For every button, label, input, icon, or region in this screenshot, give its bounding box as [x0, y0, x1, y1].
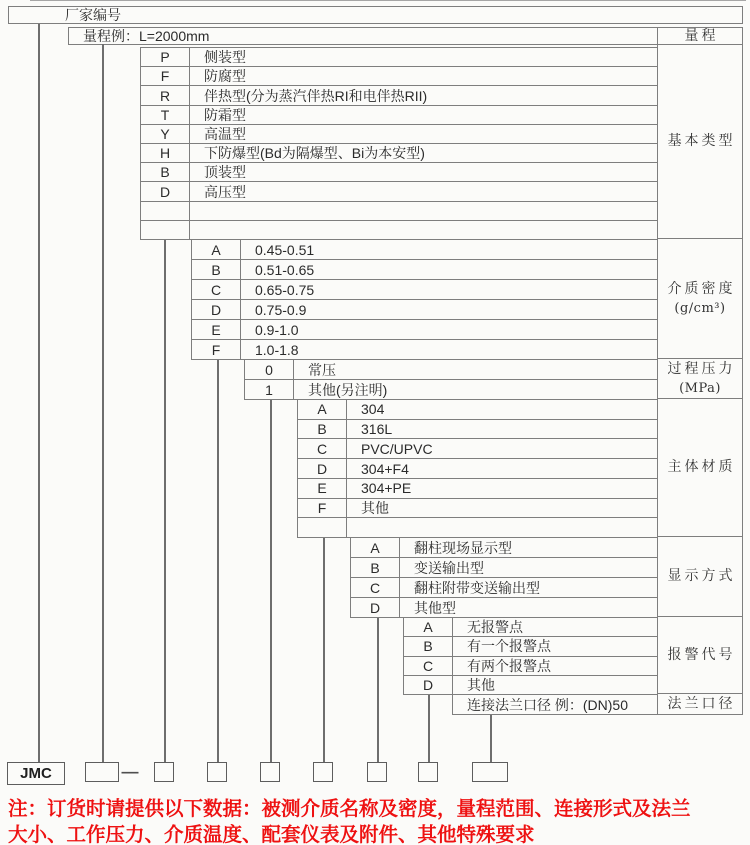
table-row: F 防腐型 — [141, 67, 657, 86]
table-row: D 0.75-0.9 — [192, 300, 657, 320]
order-note — [8, 796, 748, 845]
connector-line-alarm — [428, 695, 430, 762]
manufacturer-code-row — [8, 6, 743, 24]
table-row: F 1.0-1.8 — [192, 340, 657, 359]
table-row: F 其他 — [298, 499, 657, 519]
category-label-display: 显示方式 — [658, 537, 742, 617]
table-row: D 其他 — [404, 676, 657, 694]
connector-line-range — [102, 44, 104, 762]
manufacturer-code-label: 厂家编号 — [65, 7, 121, 23]
category-label-material: 主体材质 — [658, 399, 742, 537]
code-box-flange — [472, 762, 508, 782]
empty-row — [141, 202, 657, 221]
table-row: C 0.65-0.75 — [192, 280, 657, 300]
table-row: T 防霜型 — [141, 106, 657, 125]
table-row: B 316L — [298, 420, 657, 440]
pressure-unit: (MPa) — [679, 380, 721, 396]
flange-size-row — [452, 694, 658, 715]
empty-row — [298, 518, 657, 537]
code-box-alarm — [418, 762, 438, 782]
category-label-density: 介质密度 (g/cm³) — [658, 239, 742, 359]
table-row: C 翻柱附带变送输出型 — [351, 578, 657, 598]
table-row: B 有一个报警点 — [404, 637, 657, 656]
density-unit: (g/cm³) — [674, 300, 726, 316]
table-row: R 伴热型(分为蒸汽伴热RI和电伴热RII) — [141, 86, 657, 105]
connector-line-basic-type — [164, 240, 166, 762]
table-row: 1 其他(另注明) — [245, 380, 657, 399]
table-row: C 有两个报警点 — [404, 657, 657, 676]
table-row: A 0.45-0.51 — [192, 240, 657, 260]
category-label-column — [657, 27, 743, 715]
table-row: B 0.51-0.65 — [192, 260, 657, 280]
code-box-range — [85, 762, 119, 782]
code-box-basic-type — [154, 762, 174, 782]
order-note-line2: 大小、工作压力、介质温度、配套仪表及附件、其他特殊要求 — [8, 824, 535, 845]
basic-type-table — [140, 47, 658, 240]
table-row: Y 高温型 — [141, 125, 657, 144]
table-row: D 其他型 — [351, 598, 657, 617]
category-label-pressure: 过程压力 (MPa) — [658, 359, 742, 399]
code-box-material — [313, 762, 333, 782]
code-box-density — [207, 762, 227, 782]
order-note-line1: 注：订货时请提供以下数据：被测介质名称及密度，量程范围、连接形式及法兰 — [8, 798, 691, 820]
separator-dash: — — [121, 762, 139, 781]
table-row: A 翻柱现场显示型 — [351, 538, 657, 558]
category-label-basic-type: 基本类型 — [658, 45, 742, 239]
medium-density-table — [191, 239, 658, 360]
category-label-flange: 法兰口径 — [667, 695, 736, 712]
connector-line-display — [377, 618, 379, 762]
table-row: D 304+F4 — [298, 459, 657, 479]
table-row: C PVC/UPVC — [298, 439, 657, 459]
table-row: A 304 — [298, 400, 657, 420]
top-crop-line — [30, 0, 746, 1]
table-row: 连接法兰口径 例：(DN)50 — [467, 696, 629, 713]
connector-line-density — [217, 360, 219, 762]
connector-line-pressure — [270, 400, 272, 762]
category-label-range: 量程 — [658, 28, 742, 45]
code-box-display — [367, 762, 387, 782]
body-material-table — [297, 399, 658, 538]
table-row: D 高压型 — [141, 182, 657, 201]
connector-line-manufacturer — [38, 24, 40, 762]
alarm-code-table — [403, 617, 658, 695]
process-pressure-table — [244, 359, 658, 400]
category-label-alarm: 报警代号 — [658, 617, 742, 694]
connector-line-material — [323, 538, 325, 762]
table-row: E 0.9-1.0 — [192, 320, 657, 340]
table-row: E 304+PE — [298, 479, 657, 499]
model-prefix-box: JMC — [7, 762, 65, 785]
table-row: B 变送输出型 — [351, 558, 657, 578]
connector-line-flange — [490, 715, 492, 762]
empty-row — [141, 221, 657, 239]
range-example-row — [68, 27, 658, 45]
range-example-label: 量程例：L=2000mm — [83, 28, 210, 44]
table-row: A 无报警点 — [404, 618, 657, 637]
display-mode-table — [350, 537, 658, 618]
table-row: P 侧装型 — [141, 48, 657, 67]
code-box-pressure — [260, 762, 280, 782]
table-row: 0 常压 — [245, 360, 657, 380]
table-row: B 顶装型 — [141, 163, 657, 182]
table-row: H 下防爆型(Bd为隔爆型、Bi为本安型) — [141, 144, 657, 163]
